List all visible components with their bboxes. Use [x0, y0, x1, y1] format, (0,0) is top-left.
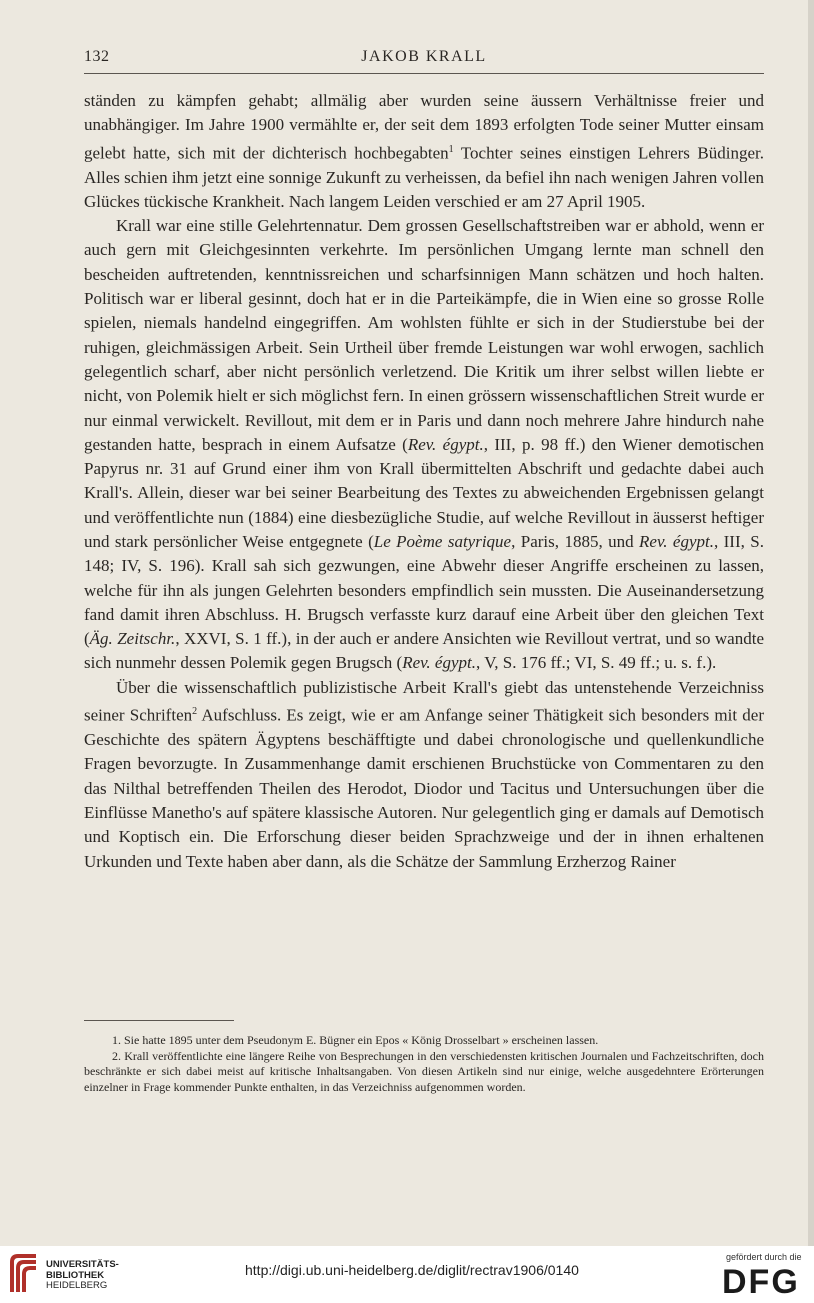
text-run: Tochter seines einstigen Lehrers Büdinger. Alles schien ihm jetzt eine sonnige Zukunft zu verheissen, da befiel ihn nach wenigen Jahren vollen Glückes tückische Krankheit. Nach langem Leiden verschied er am 27 April 1905. [84, 143, 765, 211]
library-name-line1: UNIVERSITÄTS- [46, 1259, 119, 1270]
italic-citation: Rev. égypt. [407, 434, 484, 454]
page-number: 132 [84, 48, 110, 65]
header-rule [84, 73, 764, 74]
paragraph-3 [84, 676, 764, 874]
footnote-rule [84, 1020, 234, 1021]
text-run: , III, S. 148; IV, S. 196). Krall sah sich gezwungen, eine Abwehr dieser Angriffe erscheinen zu lassen, welche für ihn als jungen Gelehrten besonders empfindlich sein mussten. Die Auseinandersetzung fand damit ihren Abschluss. H. Brugsch verfasste kurz darauf eine Arbeit über den gleichen Text ( [84, 532, 765, 649]
paragraph-2 [84, 214, 764, 676]
text-run: Krall war eine stille Gelehrtennatur. Dem grossen Gesellschaftstreiben war er abhold, wenn er auch gern mit Gleichgesinnten verkehrte. Im persönlichen Umgang lernte man schnell den bescheiden auftretenden, kenntnissreichen und scharfsinnigen Mann schätzen und hoch halten. Politisch war er liberal gesinnt, doch hat er in die Parteikämpfe, die in Wien eine so grosse Rolle spielen, niemals handelnd eingegriffen. Am wohlsten fühlte er sich in der Studierstube bei der ruhigen, gleichmässigen Arbeit. Sein Urtheil über fremde Leistungen war wohl erwogen, sachlich gelegentlich scharf, aber nicht persönlich verletzend. Die Kritik um ihrer selbst willen liebte er nicht, von Polemik hielt er sich möglichst fern. In einen grössern wissenschaftlichen Streit wurde er nur einmal verwickelt. Revillout, mit dem er in Paris und dann noch mehrere Jahre hindurch nahe gestanden hatte, besprach in einem Aufsatze ( [84, 216, 764, 454]
footnote-2: 2. Krall veröffentlichte eine längere Reihe von Besprechungen in den verschiedensten kritischen Journalen und Fachzeitschriften, doch beschränkte er sich dabei meist auf kritische Inhaltsangaben. Von diesen Artikeln sind nur einige, welche ausgedehntere Erörterungen einzelner in Frage kommender Punkte enthalten, in das Verzeichniss aufgenommen worden. [84, 1048, 764, 1094]
text-run: , III, p. 98 ff.) den Wiener demotischen Papyrus nr. 31 auf Grund einer ihm von Krall übermittelten Abschrift und gedachte dabei auch Krall's. Allein, dieser war bei seiner Bearbeitung des Textes zu abweichenden Ergebnissen gelangt und veröffentlichte nun (1884) eine diesbezügliche Studie, auf welche Revillout in äusserst heftiger und stark persönlicher Weise entgegnete ( [84, 434, 764, 551]
body-text [84, 89, 764, 874]
footnote-1: 1. Sie hatte 1895 unter dem Pseudonym E. Bügner ein Epos « König Drosselbart » erscheinen lassen. [112, 1033, 599, 1047]
paragraph-1 [84, 89, 764, 214]
funded-by-label: gefördert durch die [726, 1252, 802, 1262]
footnotes [84, 1033, 764, 1095]
text-run: , XXVI, S. 1 ff.), in der auch er andere Ansichten wie Revillout vertrat, und so wandte sich nunmehr dessen Polemik gegen Brugsch ( [84, 629, 764, 673]
italic-citation: Rev. égypt. [402, 653, 476, 673]
running-head: JAKOB KRALL [361, 48, 487, 65]
library-name-line2: BIBLIOTHEK [46, 1269, 105, 1281]
text-run: , Paris, 1885, und [511, 532, 640, 551]
text-run: Über die wissenschaftlich publizistische Arbeit Krall's giebt das untenstehende Verzeichniss seiner Schriften [84, 677, 764, 725]
dfg-logo[interactable]: DFG [722, 1263, 800, 1301]
italic-citation: Äg. Zeitschr. [89, 629, 176, 649]
italic-citation: Rev. égypt. [639, 532, 714, 551]
footnote-ref: 2 [192, 706, 198, 718]
library-name [46, 1260, 119, 1292]
library-name-line3: HEIDELBERG [46, 1280, 108, 1291]
page-header [84, 44, 764, 70]
permalink-url[interactable]: http://digi.ub.uni-heidelberg.de/diglit/rectrav1906/0140 [245, 1262, 579, 1278]
footnote-ref: 1 [448, 143, 454, 155]
text-run: ständen zu kämpfen gehabt; allmälig aber wurden seine äussern Verhältnisse freier und unabhängiger. Im Jahre 1900 vermählte er, der seit dem 1893 erfolgten Tode seiner Mutter einsam gelebt hatte, sich mit der dichterisch hochbegabten [84, 91, 764, 163]
text-run: Aufschluss. Es zeigt, wie er am Anfange seiner Thätigkeit sich besonders mit der Geschichte des spätern Ägyptens beschäfftigte und dabei chronologische und quellenkundliche Fragen bevorzugte. In Zusammenhange damit erschienen Bruchstücke von Commentaren zu den das Nilthal betreffenden Theilen des Herodot, Diodor und Tacitus und Untersuchungen über die Einflüsse Manetho's auf spätere klassische Autoren. Nur gelegentlich ging er damals auf Demotisch und Koptisch ein. Die Erforschung dieser beiden Sprachzweige und der in ihnen erhaltenen Urkunden und Texte haben aber dann, als die Schätze der Sammlung Erzherzog Rainer [84, 705, 764, 871]
italic-citation: Le Poème satyrique [373, 532, 512, 551]
page-edge [808, 0, 814, 1246]
library-logo-icon[interactable] [8, 1252, 42, 1296]
text-run: , V, S. 176 ff.; VI, S. 49 ff.; u. s. f.). [476, 653, 717, 673]
